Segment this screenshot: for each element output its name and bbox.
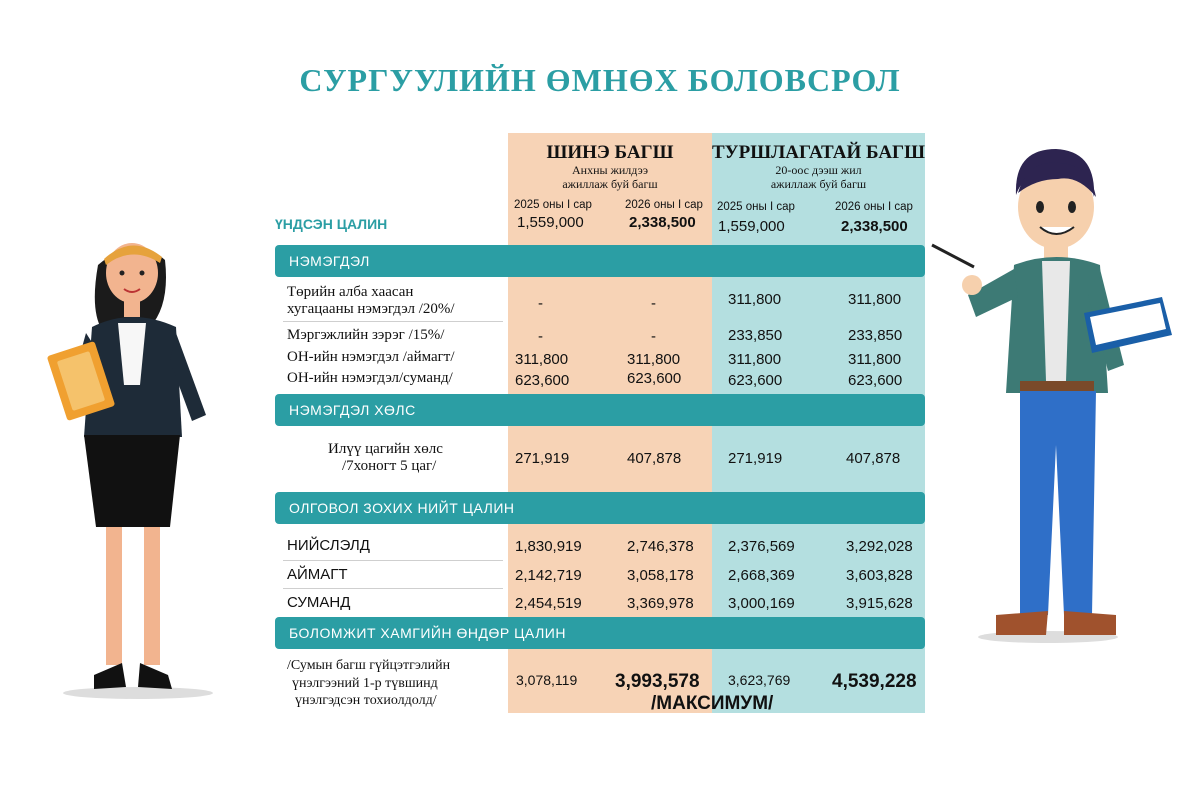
allowance-row-1-exp-2026: 311,800 [848, 291, 902, 308]
total-row-capital-label: НИЙСЛЭЛД [287, 537, 370, 554]
year-label-new-2025: 2025 оны I сар [514, 199, 592, 211]
base-salary-exp-2025: 1,559,000 [718, 218, 785, 235]
overtime-new-2026: 407,878 [627, 450, 682, 467]
max-section-title: БОЛОМЖИТ ХАМГИЙН ӨНДӨР ЦАЛИН [289, 625, 566, 641]
year-label-exp-2025: 2025 оны I сар [717, 201, 795, 213]
new-teacher-title: ШИНЭ БАГШ [546, 142, 674, 163]
allowance-row-4-exp-2026: 623,600 [848, 372, 903, 389]
base-salary-exp-2026: 2,338,500 [841, 218, 908, 235]
allowance-row-1-new-2025: - [538, 295, 543, 312]
year-label-new-2026: 2026 оны I сар [625, 199, 703, 211]
overtime-exp-2025: 271,919 [728, 450, 783, 467]
max-exp-2025: 3,623,769 [728, 672, 791, 688]
base-salary-new-2026: 2,338,500 [629, 214, 696, 231]
allowance-section-title: НЭМЭГДЭЛ [289, 253, 370, 269]
allowance-row-2-label: Мэргэжлийн зэрэг /15%/ [287, 327, 445, 343]
total-section-title: ОЛГОВОЛ ЗОХИХ НИЙТ ЦАЛИН [289, 500, 515, 516]
experienced-teacher-subtitle-line-1: 20-оос дээш жил [775, 163, 862, 177]
total-row-aimag-label: АЙМАГТ [287, 566, 348, 583]
total-capital-new-2025: 1,830,919 [515, 538, 582, 555]
overtime-row-label-line-1: Илүү цагийн хөлс [328, 441, 443, 457]
max-section-bar [275, 617, 925, 649]
row-divider [283, 560, 503, 561]
allowance-row-4-new-2025: 623,600 [515, 372, 570, 389]
allowance-row-1-exp-2025: 311,800 [728, 291, 782, 308]
allowance-row-3-new-2025: 311,800 [515, 351, 569, 368]
total-capital-exp-2026: 3,292,028 [846, 538, 913, 555]
overtime-exp-2026: 407,878 [846, 450, 901, 467]
new-teacher-subtitle-line-2: ажиллаж буй багш [562, 177, 658, 191]
overtime-section-bar [275, 394, 925, 426]
allowance-row-3-exp-2025: 311,800 [728, 351, 782, 368]
allowance-row-1-label [287, 284, 455, 318]
base-salary-new-2025: 1,559,000 [517, 214, 584, 231]
allowance-row-4-exp-2025: 623,600 [728, 372, 783, 389]
max-note: /МАКСИМУМ/ [651, 693, 774, 714]
total-sum-new-2025: 2,454,519 [515, 595, 582, 612]
allowance-row-3-label: ОН-ийн нэмэгдэл /аймагт/ [287, 349, 455, 365]
overtime-row-label [328, 441, 443, 475]
overtime-new-2025: 271,919 [515, 450, 570, 467]
female-teacher-illustration [40, 215, 250, 705]
allowance-row-4-label: ОН-ийн нэмэгдэл/суманд/ [287, 370, 453, 386]
male-teacher-illustration [928, 145, 1188, 645]
allowance-row-1-label-line-2: хугацааны нэмэгдэл /20%/ [287, 301, 455, 317]
total-sum-exp-2026: 3,915,628 [846, 595, 913, 612]
max-new-2025: 3,078,119 [516, 672, 578, 688]
total-aimag-new-2026: 3,058,178 [627, 567, 694, 584]
allowance-row-1-label-line-1: Төрийн алба хаасан [287, 284, 414, 300]
overtime-section-title: НЭМЭГДЭЛ ХӨЛС [289, 402, 416, 418]
total-aimag-exp-2026: 3,603,828 [846, 567, 913, 584]
allowance-row-1-new-2026: - [651, 295, 656, 312]
max-new-2026: 3,993,578 [615, 671, 700, 692]
allowance-row-2-exp-2025: 233,850 [728, 327, 783, 344]
max-exp-2026: 4,539,228 [832, 671, 917, 692]
experienced-teacher-subtitle-line-2: ажиллаж буй багш [770, 177, 867, 191]
allowance-row-3-new-2026: 311,800 [627, 351, 681, 368]
max-row-label-line-3: үнэлгэдсэн тохиолдолд/ [295, 693, 437, 708]
allowance-section-bar [275, 245, 925, 277]
row-divider [283, 321, 503, 322]
total-aimag-new-2025: 2,142,719 [515, 567, 582, 584]
total-row-sum-label: СУМАНД [287, 594, 351, 611]
total-capital-new-2026: 2,746,378 [627, 538, 694, 555]
allowance-row-4-new-2026: 623,600 [627, 370, 682, 387]
allowance-row-2-exp-2026: 233,850 [848, 327, 903, 344]
total-sum-exp-2025: 3,000,169 [728, 595, 795, 612]
allowance-row-3-exp-2026: 311,800 [848, 351, 902, 368]
new-teacher-subtitle [508, 163, 712, 191]
row-divider [283, 588, 503, 589]
max-row-label-line-1: /Сумын багш гүйцэтгэлийн [287, 658, 451, 673]
total-capital-exp-2025: 2,376,569 [728, 538, 795, 555]
max-row-label [287, 657, 450, 710]
overtime-row-label-line-2: /7хоногт 5 цаг/ [342, 458, 437, 474]
max-row-label-line-2: үнэлгээний 1-р түвшинд [292, 675, 438, 691]
total-sum-new-2026: 3,369,978 [627, 595, 694, 612]
experienced-teacher-title: ТУРШЛАГАТАЙ БАГШ [712, 142, 925, 163]
allowance-row-2-new-2025: - [538, 328, 543, 345]
new-teacher-subtitle-line-1: Анхны жилдээ [572, 163, 648, 177]
allowance-row-2-new-2026: - [651, 328, 656, 345]
base-salary-label: ҮНДСЭН ЦАЛИН [275, 216, 388, 232]
experienced-teacher-subtitle [712, 163, 925, 191]
page-title: СУРГУУЛИЙН ӨМНӨХ БОЛОВСРОЛ [299, 62, 901, 98]
total-aimag-exp-2025: 2,668,369 [728, 567, 795, 584]
total-section-bar [275, 492, 925, 524]
year-label-exp-2026: 2026 оны I сар [835, 201, 913, 213]
